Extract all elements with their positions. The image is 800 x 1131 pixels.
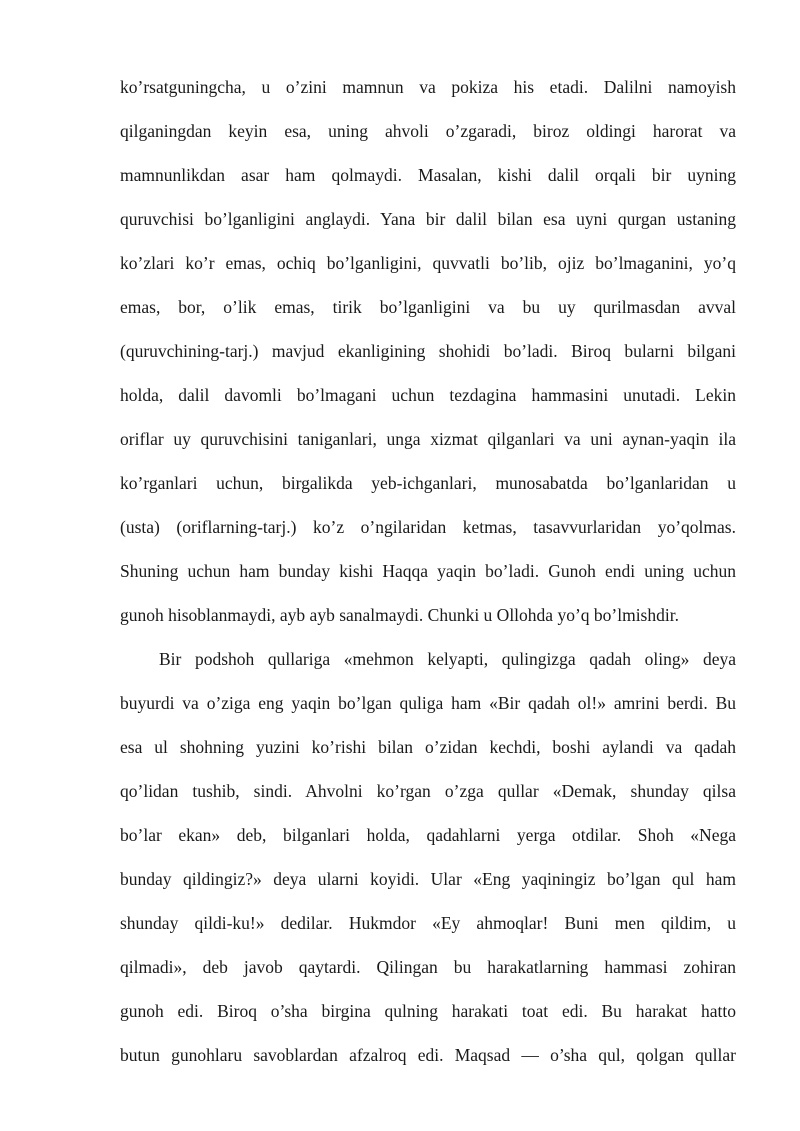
text-line: (quruvchining-tarj.) mavjud ekanligining shohidi bo’ladi. Biroq bularni bilgani — [120, 341, 736, 361]
text-line: (usta) (oriflarning-tarj.) ko’z o’ngilaridan ketmas, tasavvurlaridan yo’qolmas. — [120, 517, 736, 537]
text-line: qilmadi», deb javob qaytardi. Qilingan bu harakatlarning hammasi zohiran — [120, 957, 736, 977]
text-line: holda, dalil davomli bo’lmagani uchun tezdagina hammasini unutadi. Lekin — [120, 385, 736, 405]
text-line: qo’lidan tushib, sindi. Ahvolni ko’rgan o’zga qullar «Demak, shunday qilsa — [120, 781, 736, 801]
text-line: ko’zlari ko’r emas, ochiq bo’lganligini, quvvatli bo’lib, ojiz bo’lmaganini, yo’q — [120, 253, 736, 273]
text-line: bo’lar ekan» deb, bilganlari holda, qadahlarni yerga otdilar. Shoh «Nega — [120, 825, 736, 845]
text-line: Shuning uchun ham bunday kishi Haqqa yaqin bo’ladi. Gunoh endi uning uchun — [120, 561, 736, 581]
text-line: qilganingdan keyin esa, uning ahvoli o’zgaradi, biroz oldingi harorat va — [120, 121, 736, 141]
text-line: esa ul shohning yuzini ko’rishi bilan o’zidan kechdi, boshi aylandi va qadah — [120, 737, 736, 757]
text-line: butun gunohlaru savoblardan afzalroq edi. Maqsad — o’sha qul, qolgan qullar — [120, 1045, 736, 1065]
text-line: quruvchisi bo’lganligini anglaydi. Yana bir dalil bilan esa uyni qurgan ustaning — [120, 209, 736, 229]
text-line: ko’rganlari uchun, birgalikda yeb-ichganlari, munosabatda bo’lganlaridan u — [120, 473, 736, 493]
text-line: emas, bor, o’lik emas, tirik bo’lganligini va bu uy qurilmasdan avval — [120, 297, 736, 317]
text-line: gunoh hisoblanmaydi, ayb ayb sanalmaydi. Chunki u Ollohda yo’q bo’lmishdir. — [120, 605, 679, 625]
text-line: gunoh edi. Biroq o’sha birgina qulning harakati toat edi. Bu harakat hatto — [120, 1001, 736, 1021]
text-line: mamnunlikdan asar ham qolmaydi. Masalan, kishi dalil orqali bir uyning — [120, 165, 736, 185]
text-line: ko’rsatguningcha, u o’zini mamnun va pokiza his etadi. Dalilni namoyish — [120, 77, 736, 97]
text-line: shunday qildi-ku!» dedilar. Hukmdor «Ey ahmoqlar! Buni men qildim, u — [120, 913, 736, 933]
text-line: buyurdi va o’ziga eng yaqin bo’lgan quliga ham «Bir qadah ol!» amrini berdi. Bu — [120, 693, 736, 713]
text-line: bunday qildingiz?» deya ularni koyidi. Ular «Eng yaqiningiz bo’lgan qul ham — [120, 869, 736, 889]
text-line: oriflar uy quruvchisini taniganlari, unga xizmat qilganlari va uni aynan-yaqin ila — [120, 429, 736, 449]
paragraph-first-line: Bir podshoh qullariga «mehmon kelyapti, qulingizga qadah oling» deya — [159, 649, 736, 669]
